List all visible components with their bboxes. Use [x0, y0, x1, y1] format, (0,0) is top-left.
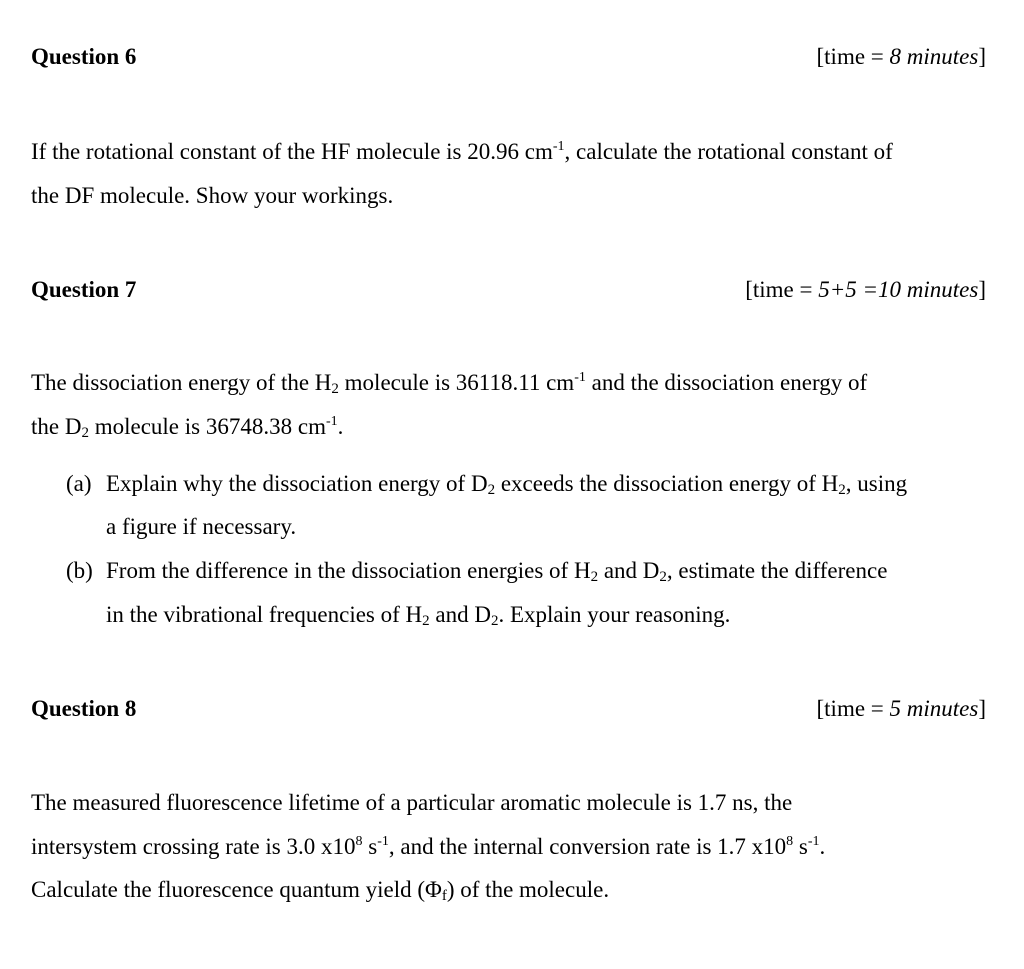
question-8-text-line-1: The measured fluorescence lifetime of a particular aromatic molecule is 1.7 ns, the [31, 790, 793, 815]
question-8-text-line-3: Calculate the fluorescence quantum yield $(\Phi_f)$ of the molecule. [31, 877, 610, 904]
question-6-title: Question 6 [31, 44, 137, 69]
question-8-time: [time = 5 minutes] [816, 696, 986, 721]
question-8-text-line-2: intersystem crossing rate is 3.0 $x10^8$ $s^{-1}$, and the internal conversion rate is 1.7 $x10^8$ $s^{-1}$. [31, 834, 826, 859]
part-a-line-1: Explain why the dissociation energy of $D_2$ exceeds the dissociation energy of $H_2$, using [106, 471, 908, 498]
question-7-title: Question 7 [31, 277, 137, 302]
question-7-text-line-1: The dissociation energy of the $H_2$ molecule is 36118.11 $cm^{-1}$ and the dissociation energy of [31, 370, 868, 397]
part-a-line-2: a figure if necessary. [106, 514, 297, 539]
part-b-line-1: From the difference in the dissociation energies of $H_2$ and $D_2$, estimate the difference [106, 558, 888, 585]
part-a-label: (a) [66, 471, 92, 496]
question-7-text-line-2: the $D_2$ molecule is 36748.38 $cm^{-1}$. [31, 414, 344, 441]
part-b-label: (b) [66, 558, 93, 583]
question-6-text-line-2: the DF molecule. Show your workings. [31, 183, 394, 208]
question-7-time: [time = 5+5 =10 minutes] [745, 277, 986, 302]
question-6-time: [time = 8 minutes] [816, 44, 986, 69]
question-8-title: Question 8 [31, 696, 137, 721]
part-b-line-2: in the vibrational frequencies of $H_2$ and $D_2$. Explain your reasoning. [106, 602, 731, 629]
question-6-text-line-1: If the rotational constant of the HF molecule is 20.96 $cm^{-1}$, calculate the rotational constant of [31, 139, 893, 164]
